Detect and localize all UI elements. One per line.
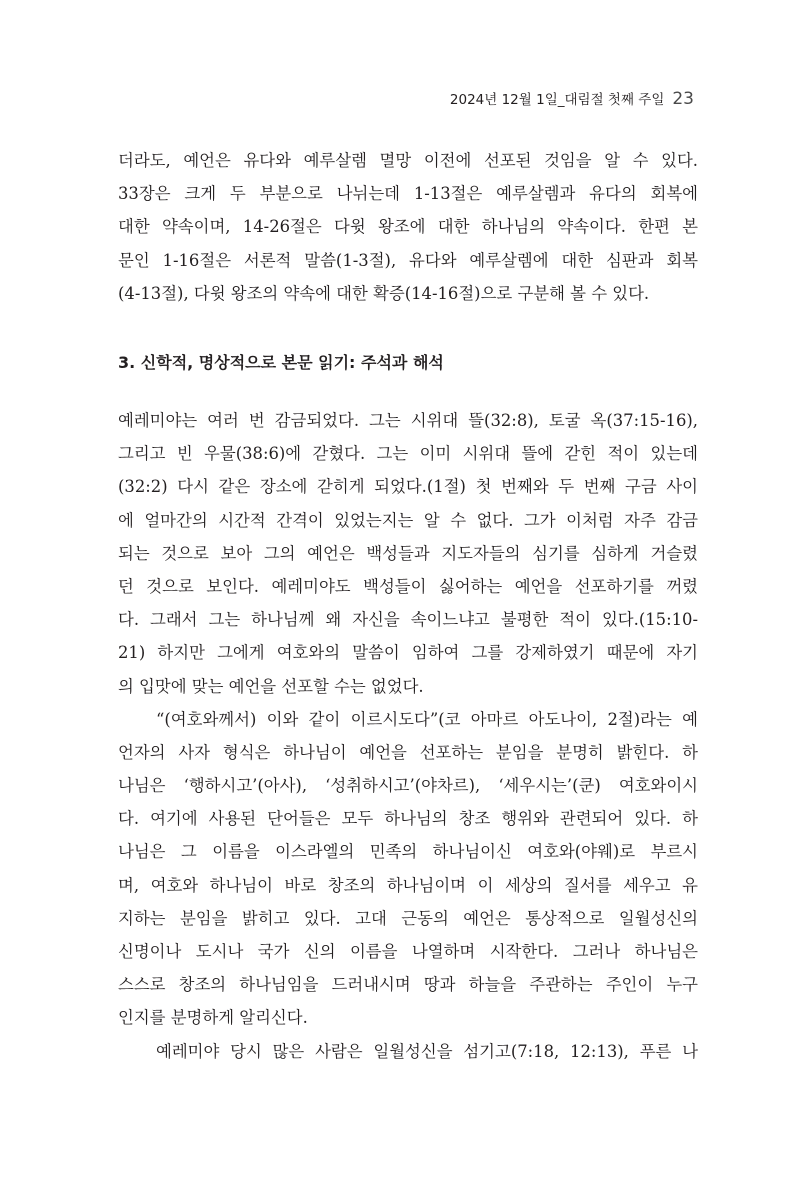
text-line: 33장은 크게 두 부분으로 나뉘는데 1-13절은 예루살렘과 유다의 회복에 bbox=[118, 184, 698, 204]
text-line: “(여호와께서) 이와 같이 이르시도다”(코 아마르 아도나이, 2절)라는 예 bbox=[156, 709, 698, 729]
text-line: 며, 여호와 하나님이 바로 창조의 하나님이며 이 세상의 질서를 세우고 유 bbox=[118, 875, 698, 895]
text-line: 인지를 분명하게 알리신다. bbox=[118, 1008, 308, 1028]
text-line: 에 얼마간의 시간적 간격이 있었는지는 알 수 없다. 그가 이처럼 자주 감금 bbox=[118, 510, 698, 530]
page-number: 23 bbox=[672, 89, 694, 109]
text-line: 그리고 빈 우물(38:6)에 갇혔다. 그는 이미 시위대 뜰에 갇힌 적이 있는데 bbox=[118, 444, 698, 464]
text-line: 다. 여기에 사용된 단어들은 모두 하나님의 창조 행위와 관련되어 있다. 하 bbox=[118, 809, 698, 829]
text-line: 스스로 창조의 하나님임을 드러내시며 땅과 하늘을 주관하는 주인이 누구 bbox=[118, 975, 698, 995]
section-heading: 3. 신학적, 명상적으로 본문 읽기: 주석과 해석 bbox=[118, 353, 444, 372]
text-line: 되는 것으로 보아 그의 예언은 백성들과 지도자들의 심기를 심하게 거슬렸 bbox=[118, 543, 698, 563]
text-line: 예레미야 당시 많은 사람은 일월성신을 섬기고(7:18, 12:13), 푸른 나 bbox=[156, 1041, 698, 1061]
text-line: (4-13절), 다윗 왕조의 약속에 대한 확증(14-16절)으로 구분해 볼 수 있다. bbox=[118, 283, 650, 303]
paragraph-2 bbox=[118, 404, 698, 703]
body-column bbox=[118, 404, 698, 1068]
text-line: 문인 1-16절은 서론적 말씀(1-3절), 유다와 예루살렘에 대한 심판과 회복 bbox=[118, 250, 698, 270]
text-line: 던 것으로 보인다. 예레미야도 백성들이 싫어하는 예언을 선포하기를 꺼렸 bbox=[118, 576, 698, 596]
text-line: 언자의 사자 형식은 하나님이 예언을 선포하는 분임을 분명히 밝힌다. 하 bbox=[118, 742, 698, 762]
text-line: 더라도, 예언은 유다와 예루살렘 멸망 이전에 선포된 것임을 알 수 있다. bbox=[118, 151, 698, 170]
paragraph-3 bbox=[118, 703, 698, 1035]
text-line: 나님은 ‘행하시고’(아사), ‘성취하시고’(야차르), ‘세우시는’(쿤) 여호와이시 bbox=[118, 776, 698, 796]
text-line: 의 입맛에 맞는 예언을 선포할 수는 없었다. bbox=[118, 676, 424, 696]
running-title: 2024년 12월 1일_대림절 첫째 주일 bbox=[449, 92, 665, 108]
text-line: 21) 하지만 그에게 여호와의 말씀이 임하여 그를 강제하였기 때문에 자기 bbox=[118, 643, 698, 663]
text-line: 신명이나 도시나 국가 신의 이름을 나열하며 시작한다. 그러나 하나님은 bbox=[118, 942, 698, 961]
paragraph-1 bbox=[118, 144, 698, 310]
text-line: 나님은 그 이름을 이스라엘의 민족의 하나님이신 여호와(야웨)로 부르시 bbox=[118, 842, 698, 862]
text-line: 다. 그래서 그는 하나님께 왜 자신을 속이느냐고 불평한 적이 있다.(15:10- bbox=[118, 610, 698, 630]
paragraph-4 bbox=[118, 1035, 698, 1068]
text-line: 예레미야는 여러 번 감금되었다. 그는 시위대 뜰(32:8), 토굴 옥(37:15-16), bbox=[118, 411, 698, 430]
text-line: 지하는 분임을 밝히고 있다. 고대 근동의 예언은 통상적으로 일월성신의 bbox=[118, 908, 698, 928]
text-line: 대한 약속이며, 14-26절은 다윗 왕조에 대한 하나님의 약속이다. 한편 본 bbox=[118, 217, 698, 237]
running-header bbox=[450, 88, 694, 109]
text-line: (32:2) 다시 같은 장소에 갇히게 되었다.(1절) 첫 번째와 두 번째 구금 사이 bbox=[118, 477, 698, 497]
